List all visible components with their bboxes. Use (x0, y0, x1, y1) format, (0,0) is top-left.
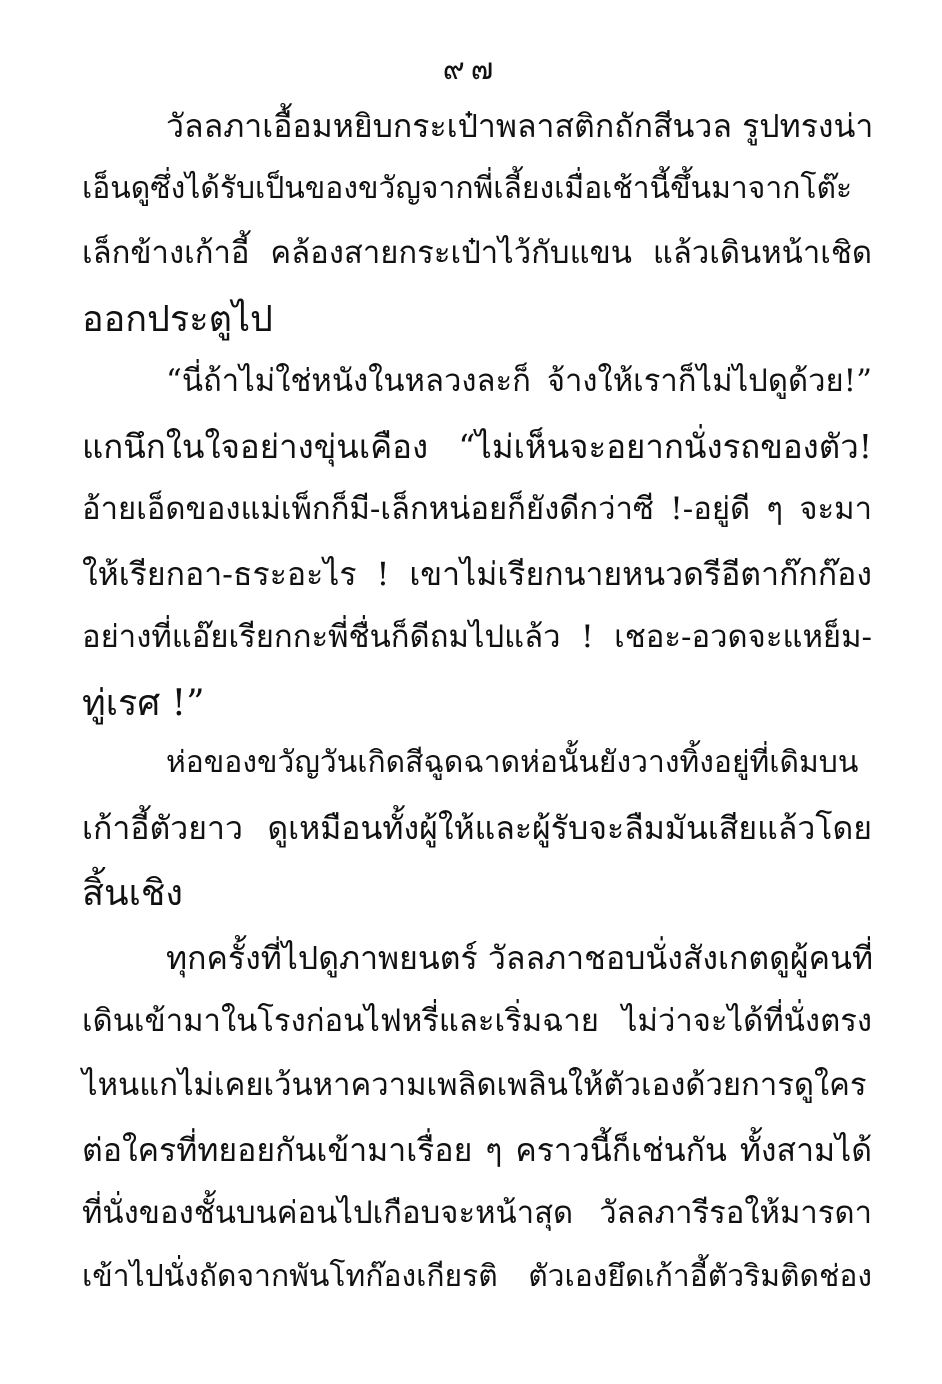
text-line: ออกประตูไป (82, 299, 273, 340)
text-line: แกนึกในใจอย่างขุ่นเคือง “ไม่เห็นจะอยากนั่งรถของตัว! (82, 427, 872, 466)
text-line: “นี่ถ้าไม่ใช่หนังในหลวงละก็ จ้างให้เราก็ไม่ไปดูด้วย!” (166, 363, 872, 399)
text-line: ทู่เรศ !” (82, 683, 205, 724)
text-line: สิ้นเชิง (82, 873, 183, 914)
text-line: วัลลภาเอื้อมหยิบกระเป๋าพลาสติกถักสีนวล รูปทรงน่า (166, 107, 874, 145)
text-line: ไหนแกไม่เคยเว้นหาความเพลิดเพลินให้ตัวเองด้วยการดูใคร (82, 1067, 867, 1103)
text-line: อ้ายเอ็ดของแม่เพ็กก็มี-เล็กหน่อยก็ยังดีกว่าซี !-อยู่ดี ๆ จะมา (82, 491, 872, 527)
text-line: อย่างที่แอ๊ยเรียกกะพี่ชื่นก็ดีถมไปแล้ว ! เชอะ-อวดจะแหย็ม- (82, 619, 872, 655)
text-line: ให้เรียกอา-ธระอะไร ! เขาไม่เรียกนายหนวดรีอีตาก๊กก๊อง (82, 555, 872, 593)
text-line: ห่อของขวัญวันเกิดสีฉูดฉาดห่อนั้นยังวางทิ้งอยู่ที่เดิมบน (166, 745, 859, 780)
text-line: เดินเข้ามาในโรงก่อนไฟหรี่และเริ่มฉาย ไม่ว่าจะได้ที่นั่งตรง (82, 1003, 872, 1039)
text-line: เอ็นดูซึ่งได้รับเป็นของขวัญจากพี่เลี้ยงเมื่อเช้านี้ขึ้นมาจากโต๊ะ (82, 171, 853, 206)
text-line: เข้าไปนั่งถัดจากพันโทก๊องเกียรติ ตัวเองยึดเก้าอี้ตัวริมติดช่อง (82, 1259, 872, 1294)
text-line: ทุกครั้งที่ไปดูภาพยนตร์ วัลลภาชอบนั่งสังเกตดูผู้คนที่ (166, 939, 874, 977)
text-line: ที่นั่งของชั้นบนค่อนไปเกือบจะหน้าสุด วัลลภารีรอให้มารดา (82, 1195, 872, 1231)
text-line: ต่อใครที่ทยอยกันเข้ามาเรื่อย ๆ คราวนี้ก็เช่นกัน ทั้งสามได้ (82, 1131, 872, 1169)
page-number: ๙๗ (442, 52, 500, 87)
text-line: เก้าอี้ตัวยาว ดูเหมือนทั้งผู้ให้และผู้รับจะลืมมันเสียแล้วโดย (82, 809, 872, 847)
text-line: เล็กข้างเก้าอี้ คล้องสายกระเป๋าไว้กับแขน แล้วเดินหน้าเชิด (82, 235, 872, 271)
